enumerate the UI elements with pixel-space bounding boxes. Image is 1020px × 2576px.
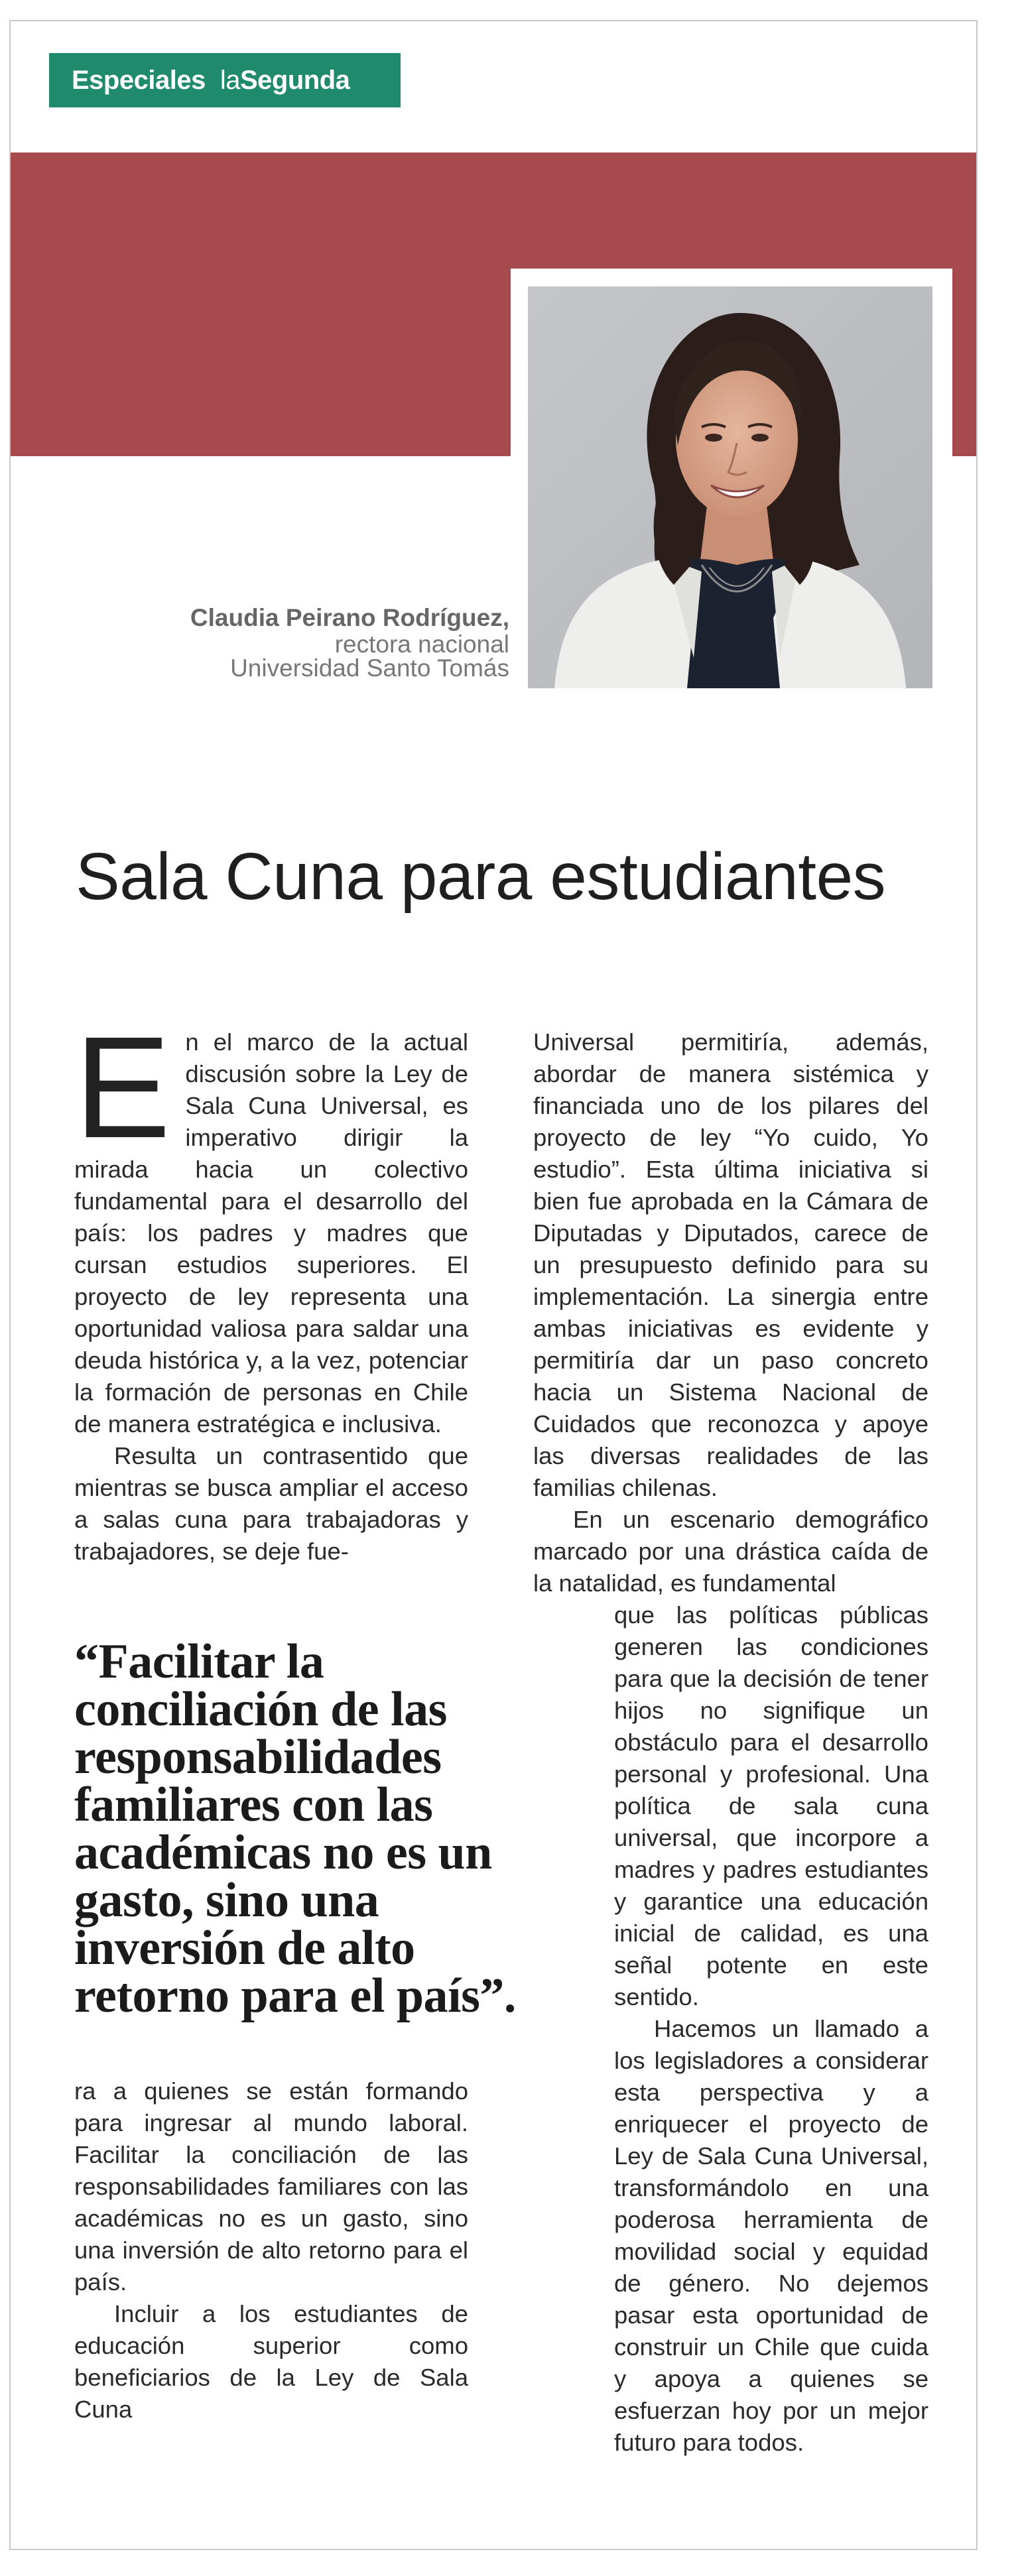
author-role: rectora nacional: [334, 631, 509, 658]
portrait-photo-icon: [528, 286, 932, 688]
drop-cap: E: [74, 1007, 171, 1168]
column-left-bottom: [74, 2075, 468, 2425]
pull-quote: “Facilitar la conciliación de las responsabilidades familiares con las académicas no es un gasto, sino una inversión de alto retorno para el país”.: [74, 1634, 516, 2023]
publication-name: laSegunda: [220, 66, 350, 95]
paragraph-intro: En el marco de la actual discusión sobre la Ley de Sala Cuna Universal, es imperativo dirigir la mirada hacia un colectivo fundamental para el desarrollo del país: los padres y madres que cursan estudios superiores. El proyecto de ley representa una oportunidad valiosa para saldar una deuda histórica y, a la vez, potenciar la formación de personas en Chile de manera estratégica e inclusiva.: [74, 1007, 468, 1438]
paragraph: Incluir a los estudiantes de educación superior como beneficiarios de la Ley de Sala Cuna: [74, 2300, 468, 2423]
paragraph: Resulta un contrasentido que mientras se busca ampliar el acceso a salas cuna para trabajadoras y trabajadores, se deje fue-: [74, 1442, 468, 1565]
author-caption: [45, 603, 509, 680]
article-title: Sala Cuna para estudiantes: [76, 839, 886, 914]
section-name: Especiales: [72, 66, 206, 95]
column-right: [533, 1026, 928, 2459]
paragraph: Universal permitiría, además, abordar de manera sistémica y financiada uno de los pilares del proyecto de ley “Yo cuido, Yo estudio”. Esta última iniciativa si bien fue aprobada en la Cámara de Diputadas y Diputados, carece de un presupuesto definido para su implementación. La sinergia entre ambas iniciativas es evidente y permitiría dar un paso concreto hacia un Sistema Nacional de Cuidados que reconozca y apoye las diversas realidades de las familias chilenas.: [533, 1028, 928, 1501]
paragraph: ra a quienes se están formando para ingresar al mundo laboral. Facilitar la conciliación de las responsabilidades familiares con las académicas no es un gasto, sino una inversión de alto retorno para el país.: [74, 2077, 468, 2296]
section-brand-label: [49, 53, 401, 107]
paragraph-wrapped: que las políticas públicas generen las condiciones para que la decisión de tener hijos no signifique un obstáculo para el desarrollo personal y profesional. Una política de sala cuna universal, que incorpore a madres y padres estudiantes y garantice una educación inicial de calidad, es una señal potente en este sentido.: [614, 1601, 928, 2010]
paragraph-wrapped: Hacemos un llamado a los legisladores a considerar esta perspectiva y a enriquecer el proyecto de Ley de Sala Cuna Universal, transformándolo en una poderosa herramienta de movilidad social y equidad de género. No dejemos pasar esta oportunidad de construir un Chile que cuida y apoya a quienes se esfuerzan hoy por un mejor futuro para todos.: [614, 2015, 928, 2456]
author-institution: Universidad Santo Tomás: [230, 654, 509, 682]
author-portrait: [528, 286, 932, 688]
paragraph: En un escenario demográfico marcado por una drástica caída de la natalidad, es fundamental: [533, 1506, 928, 1597]
author-name: Claudia Peirano Rodríguez,: [190, 604, 509, 631]
column-left-top: [74, 1007, 468, 1567]
